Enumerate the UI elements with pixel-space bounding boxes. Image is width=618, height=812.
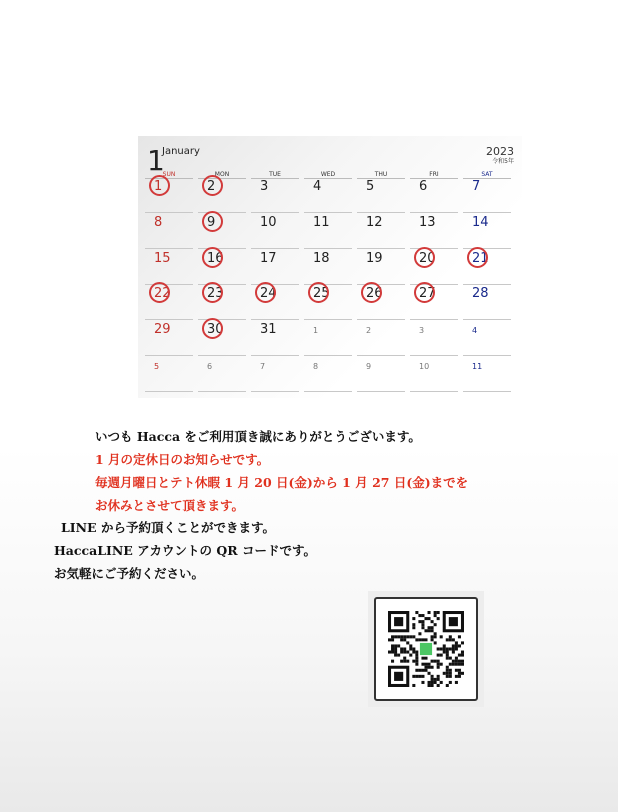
calendar-day: 22 xyxy=(154,286,171,301)
calendar-day: 25 xyxy=(313,286,330,301)
holiday-circle xyxy=(202,211,223,232)
holiday-circle xyxy=(202,247,223,268)
calendar-day: 20 xyxy=(419,251,436,266)
day-divider xyxy=(304,319,352,320)
weekday-divider xyxy=(410,178,458,179)
calendar-month-name: January xyxy=(162,146,200,157)
notice-invitation: お気軽にご予約ください。 xyxy=(54,566,205,581)
calendar-day: 16 xyxy=(207,251,224,266)
day-divider xyxy=(198,355,246,356)
holiday-circle xyxy=(149,282,170,303)
qr-code-panel xyxy=(368,591,484,707)
calendar xyxy=(138,136,522,398)
weekday-label: FRI xyxy=(429,171,439,178)
day-divider xyxy=(463,319,511,320)
day-divider xyxy=(410,355,458,356)
day-divider xyxy=(304,355,352,356)
notice-holiday-heading: 1 月の定休日のお知らせです。 xyxy=(95,452,270,467)
weekday-divider xyxy=(357,178,405,179)
calendar-day: 26 xyxy=(366,286,383,301)
day-divider xyxy=(463,212,511,213)
qr-code-icon xyxy=(388,611,464,687)
holiday-circle xyxy=(414,282,435,303)
day-divider xyxy=(357,319,405,320)
holiday-circle xyxy=(202,282,223,303)
calendar-day: 8 xyxy=(313,362,319,371)
calendar-day: 13 xyxy=(419,215,436,230)
calendar-day: 1 xyxy=(154,179,163,194)
calendar-day: 29 xyxy=(154,322,171,337)
calendar-day: 2 xyxy=(366,326,372,335)
notice-line-booking: LINE から予約頂くことができます。 xyxy=(61,520,275,535)
day-divider xyxy=(357,212,405,213)
notice-qr-description: HaccaLINE アカウントの QR コードです。 xyxy=(54,543,317,558)
weekday-divider xyxy=(304,178,352,179)
calendar-day: 6 xyxy=(419,179,428,194)
weekday-divider xyxy=(251,178,299,179)
qr-code-frame xyxy=(374,597,478,701)
calendar-day: 28 xyxy=(472,286,489,301)
day-divider xyxy=(145,355,193,356)
weekday-label: TUE xyxy=(269,171,281,178)
day-divider xyxy=(251,212,299,213)
calendar-day: 11 xyxy=(472,362,483,371)
calendar-day: 9 xyxy=(207,215,216,230)
day-divider xyxy=(463,355,511,356)
day-divider xyxy=(251,391,299,392)
weekday-label: WED xyxy=(320,171,336,178)
day-divider xyxy=(304,248,352,249)
calendar-day: 9 xyxy=(366,362,372,371)
day-divider xyxy=(304,212,352,213)
calendar-day: 7 xyxy=(260,362,266,371)
notice-holiday-closing: お休みとさせて頂きます。 xyxy=(95,498,245,513)
calendar-day: 11 xyxy=(313,215,330,230)
notice-holiday-dates: 毎週月曜日とテト休暇 1 月 20 日(金)から 1 月 27 日(金)までを xyxy=(95,475,469,490)
day-divider xyxy=(357,248,405,249)
holiday-circle xyxy=(202,318,223,339)
calendar-day: 5 xyxy=(366,179,375,194)
calendar-day: 30 xyxy=(207,322,224,337)
holiday-circle xyxy=(467,247,488,268)
calendar-year: 2023 xyxy=(486,145,514,158)
day-divider xyxy=(251,248,299,249)
day-divider xyxy=(251,319,299,320)
holiday-circle xyxy=(202,175,223,196)
calendar-day: 4 xyxy=(313,179,322,194)
calendar-day: 5 xyxy=(154,362,160,371)
holiday-circle xyxy=(149,175,170,196)
holiday-circle xyxy=(361,282,382,303)
day-divider xyxy=(145,248,193,249)
weekday-label: SUN xyxy=(162,171,176,178)
day-divider xyxy=(251,355,299,356)
calendar-day: 14 xyxy=(472,215,489,230)
calendar-day: 23 xyxy=(207,286,224,301)
day-divider xyxy=(410,212,458,213)
day-divider xyxy=(145,212,193,213)
calendar-month-number: 1 xyxy=(147,144,165,177)
calendar-day: 31 xyxy=(260,322,277,337)
holiday-circle xyxy=(308,282,329,303)
calendar-day: 3 xyxy=(419,326,425,335)
day-divider xyxy=(463,391,511,392)
calendar-day: 17 xyxy=(260,251,277,266)
day-divider xyxy=(410,391,458,392)
calendar-day: 18 xyxy=(313,251,330,266)
calendar-day: 15 xyxy=(154,251,171,266)
calendar-day: 2 xyxy=(207,179,216,194)
holiday-circle xyxy=(255,282,276,303)
calendar-day: 12 xyxy=(366,215,383,230)
day-divider xyxy=(304,391,352,392)
calendar-day: 6 xyxy=(207,362,213,371)
weekday-label: MON xyxy=(214,171,230,178)
day-divider xyxy=(145,391,193,392)
calendar-day: 24 xyxy=(260,286,277,301)
day-divider xyxy=(357,355,405,356)
calendar-era: 令和5年 xyxy=(492,158,514,165)
calendar-day: 8 xyxy=(154,215,163,230)
calendar-day: 21 xyxy=(472,251,489,266)
calendar-day: 3 xyxy=(260,179,269,194)
calendar-day: 4 xyxy=(472,326,478,335)
day-divider xyxy=(145,319,193,320)
calendar-day: 1 xyxy=(313,326,319,335)
weekday-divider xyxy=(463,178,511,179)
day-divider xyxy=(198,391,246,392)
calendar-day: 19 xyxy=(366,251,383,266)
day-divider xyxy=(357,391,405,392)
calendar-day: 10 xyxy=(419,362,430,371)
calendar-day: 7 xyxy=(472,179,481,194)
calendar-day: 10 xyxy=(260,215,277,230)
weekday-label: THU xyxy=(374,171,388,178)
day-divider xyxy=(410,319,458,320)
day-divider xyxy=(463,284,511,285)
weekday-label: SAT xyxy=(481,171,493,178)
calendar-day: 27 xyxy=(419,286,436,301)
notice-greeting: いつも Hacca をご利用頂き誠にありがとうございます。 xyxy=(95,429,421,444)
holiday-circle xyxy=(414,247,435,268)
